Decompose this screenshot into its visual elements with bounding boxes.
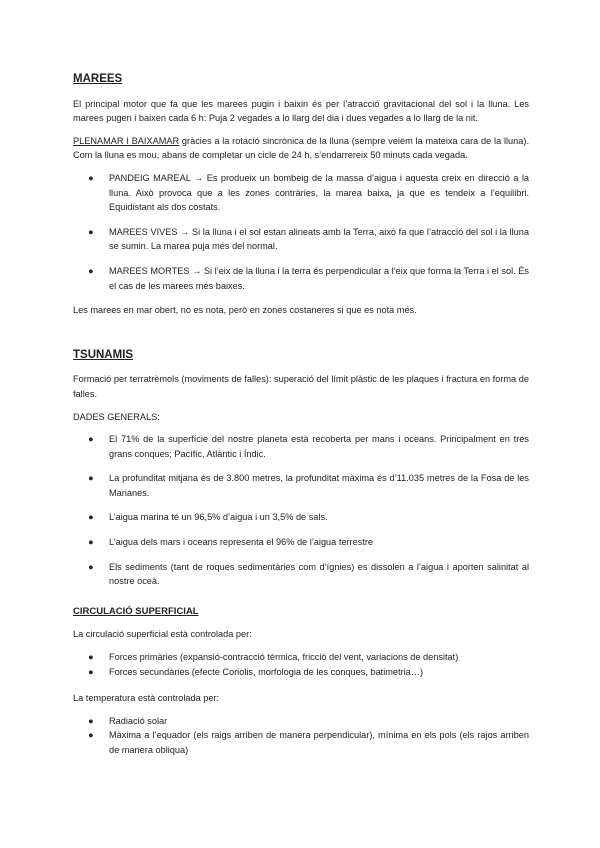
list-item-text: La profunditat mitjana és de 3.800 metres, la profunditat màxima és d’11.035 metres de la Fosa de les Marianes.: [109, 473, 529, 498]
bullet-icon: ●: [88, 473, 94, 484]
list-item-text: Forces primàries (expansió-contracció tèrmica, fricció del vent, variacions de densitat): [109, 652, 459, 663]
bullet-icon: ●: [88, 730, 94, 741]
bullet-icon: ●: [88, 265, 94, 276]
list-item: [73, 714, 529, 729]
list-item-text: MAREES MORTES → Si l’eix de la lluna i la terra és perpendicular a l’eix que forma la Terra i el sol. És el cas de les marees més baixes.: [109, 265, 529, 291]
paragraph: Formació per terratrèmols (moviments de falles): superació del límit plàstic de les plaques i fractura en forma de falles.: [73, 374, 529, 399]
bullet-icon: ●: [88, 652, 94, 663]
list-item-text: PANDEIG MAREAL → Es produeix un bombeig de la massa d’aigua i aquesta creix en direcció a la lluna. Això provoca que a les zones contràries, la marea baixa, ja que es tendeix a l’equilibri. Equidistant als dos costats.: [109, 172, 529, 213]
list-item-text: MAREES VIVES → Si la lluna i el sol estan alineats amb la Terra, això fa que l’atracció del sol i la lluna se sumin. La marea puja més del normal.: [109, 226, 529, 252]
document-content: [73, 72, 529, 764]
paragraph-text: gràcies a la rotació sincrònica de la lluna (sempre veiem la mateixa cara de la lluna). Com la lluna es mou, abans de completar un cicle de 24 h, s’endarrereix 50 minuts cada vegada.: [73, 135, 529, 161]
section-title-marees: MAREES: [73, 73, 123, 85]
list-item: [73, 432, 529, 461]
list-item-text: Forces secundàries (efecte Coriolis, morfologia de les conques, batimetria…): [109, 666, 424, 677]
bullet-list: [73, 650, 529, 679]
paragraph: Les marees en mar obert, no es nota, però en zones costaneres si que es nota més.: [73, 305, 417, 316]
paragraph: El principal motor que fa que les marees pugin i baixin és per l’atracció gravitacional del sol i la lluna. Les marees pugen i baixen cada 6 h: Puja 2 vegades a lo llarg del dia i dues vegades a lo llarg de la nit.: [73, 98, 529, 124]
paragraph: La temperatura està controlada per:: [73, 693, 220, 704]
list-item: [73, 225, 529, 254]
paragraph: DADES GENERALS:: [73, 411, 160, 422]
section-title-circulacio: CIRCULACIÓ SUPERFICIAL: [73, 605, 199, 617]
list-item-text: L’aigua marina té un 96,5% d’aigua i un 3,5% de sals.: [109, 512, 328, 523]
list-item: [73, 471, 529, 500]
spacer: [73, 326, 529, 348]
bullet-icon: ●: [88, 226, 94, 237]
bullet-icon: ●: [88, 172, 94, 183]
bullet-list: [73, 432, 529, 589]
list-item: [73, 650, 529, 665]
list-item-text: Els sediments (tant de roques sedimentàries com d’ígnies) es dissolen a l’aigua i aporten salinitat al nostre oceà.: [109, 561, 529, 587]
list-item-text: Màxima a l’equador (els raigs arriben de manera perpendicular), mínima en els pols (els rajos arriben de manera obliqua): [109, 730, 529, 755]
paragraph: [73, 134, 529, 163]
paragraph: La circulació superficial està controlada per:: [73, 629, 252, 640]
bullet-icon: ●: [88, 561, 94, 572]
list-item: [73, 665, 529, 680]
bullet-icon: ●: [88, 434, 94, 445]
list-item: [73, 171, 529, 215]
bullet-list: [73, 714, 529, 758]
list-item-text: Radiació solar: [109, 715, 168, 726]
list-item: [73, 264, 529, 293]
bullet-list: [73, 171, 529, 293]
list-item: [73, 535, 529, 550]
bullet-icon: ●: [88, 512, 94, 523]
list-item: [73, 510, 529, 525]
bullet-icon: ●: [88, 715, 94, 726]
bullet-icon: ●: [88, 666, 94, 677]
bullet-icon: ●: [88, 537, 94, 548]
section-title-tsunamis: TSUNAMIS: [73, 348, 134, 361]
list-item-text: El 71% de la superfície del nostre planeta està recoberta per mans i oceans. Principalment en tres grans conques; Pacífic, Atlàntic i Índic.: [109, 434, 529, 459]
underlined-term: PLENAMAR I BAIXAMAR: [73, 135, 180, 146]
list-item-text: L’aigua dels mars i oceans representa el 96% de l’aigua terrestre: [109, 537, 374, 548]
list-item: [73, 560, 529, 589]
list-item: [73, 728, 529, 757]
